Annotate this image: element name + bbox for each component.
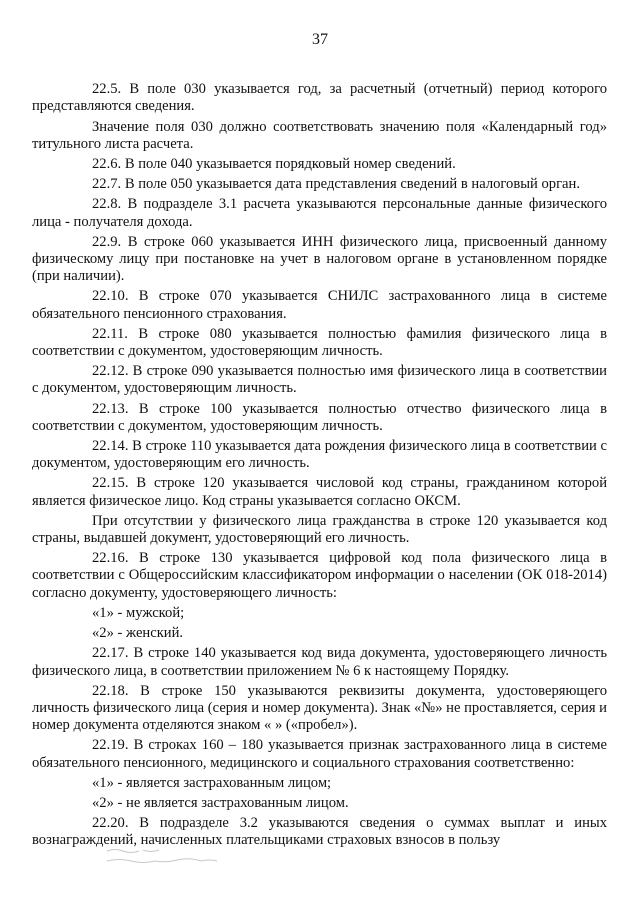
- paragraph-22-12: 22.12. В строке 090 указывается полностью имя физического лица в соответствии с документом, удостоверяющим личность.: [32, 363, 607, 397]
- document-body: [32, 64, 607, 853]
- paragraph-22-19: 22.19. В строках 160 – 180 указывается признак застрахованного лица в системе обязательного пенсионного, медицинского и социального страхования соответственно:: [32, 737, 607, 771]
- list-item-male: «1» - мужской;: [92, 604, 185, 621]
- paragraph-22-8: 22.8. В подразделе 3.1 расчета указываются персональные данные физического лица - получателя дохода.: [32, 196, 607, 230]
- paragraph-22-15: 22.15. В строке 120 указывается числовой код страны, гражданином которой является физическое лицо. Код страны указывается согласно ОКСМ.: [32, 475, 607, 509]
- paragraph-22-16: 22.16. В строке 130 указывается цифровой код пола физического лица в соответствии с Общероссийским классификатором информации о населении (ОК 018-2014) согласно документу, удостоверяющего личность:: [32, 550, 607, 601]
- paragraph-field-030-note: Значение поля 030 должно соответствовать значению поля «Календарный год» титульного листа расчета.: [32, 118, 607, 152]
- page-number: 37: [312, 31, 328, 48]
- paragraph-22-11: 22.11. В строке 080 указывается полностью фамилия физического лица в соответствии с документом, удостоверяющим личность.: [32, 325, 607, 360]
- paragraph-22-5: 22.5. В поле 030 указывается год, за расчетный (отчетный) период которого представляются сведения.: [32, 81, 607, 115]
- paragraph-22-13: 22.13. В строке 100 указывается полностью отчество физического лица в соответствии с документом, удостоверяющим личность.: [32, 400, 607, 434]
- paragraph-22-7: 22.7. В поле 050 указывается дата представления сведений в налоговый орган.: [92, 176, 580, 193]
- paragraph-22-20: 22.20. В подразделе 3.2 указываются сведения о суммах выплат и иных вознаграждений, начисленных плательщиками страховых взносов в пользу: [32, 815, 607, 849]
- faint-stamp: [105, 846, 225, 871]
- list-item-female: «2» - женский.: [92, 625, 184, 642]
- paragraph-22-18: 22.18. В строке 150 указываются реквизиты документа, удостоверяющего личность физического лица (серия и номер документа). Знак «№» не проставляется, серия и номер документа отделяются знаком « » («пробел»).: [32, 682, 607, 734]
- paragraph-22-14: 22.14. В строке 110 указывается дата рождения физического лица в соответствии с документом, удостоверяющим его личность.: [32, 438, 607, 472]
- paragraph-22-6: 22.6. В поле 040 указывается порядковый номер сведений.: [92, 156, 456, 173]
- paragraph-no-citizenship: При отсутствии у физического лица гражданства в строке 120 указывается код страны, выдавшей документ, удостоверяющий его личность.: [32, 512, 607, 547]
- list-item-not-insured: «2» - не является застрахованным лицом.: [92, 794, 349, 811]
- faint-stamp-graphic: [105, 846, 225, 868]
- paragraph-22-17: 22.17. В строке 140 указывается код вида документа, удостоверяющего личность физического лица, в соответствии приложением № 6 к настоящему Порядку.: [32, 645, 607, 679]
- paragraph-22-9: 22.9. В строке 060 указывается ИНН физического лица, присвоенный данному физическому лицу при постановке на учет в налоговом органе в установленном порядке (при наличии).: [32, 233, 607, 285]
- paragraph-22-10: 22.10. В строке 070 указывается СНИЛС застрахованного лица в системе обязательного пенсионного страхования.: [32, 288, 607, 322]
- list-item-insured: «1» - является застрахованным лицом;: [92, 774, 332, 791]
